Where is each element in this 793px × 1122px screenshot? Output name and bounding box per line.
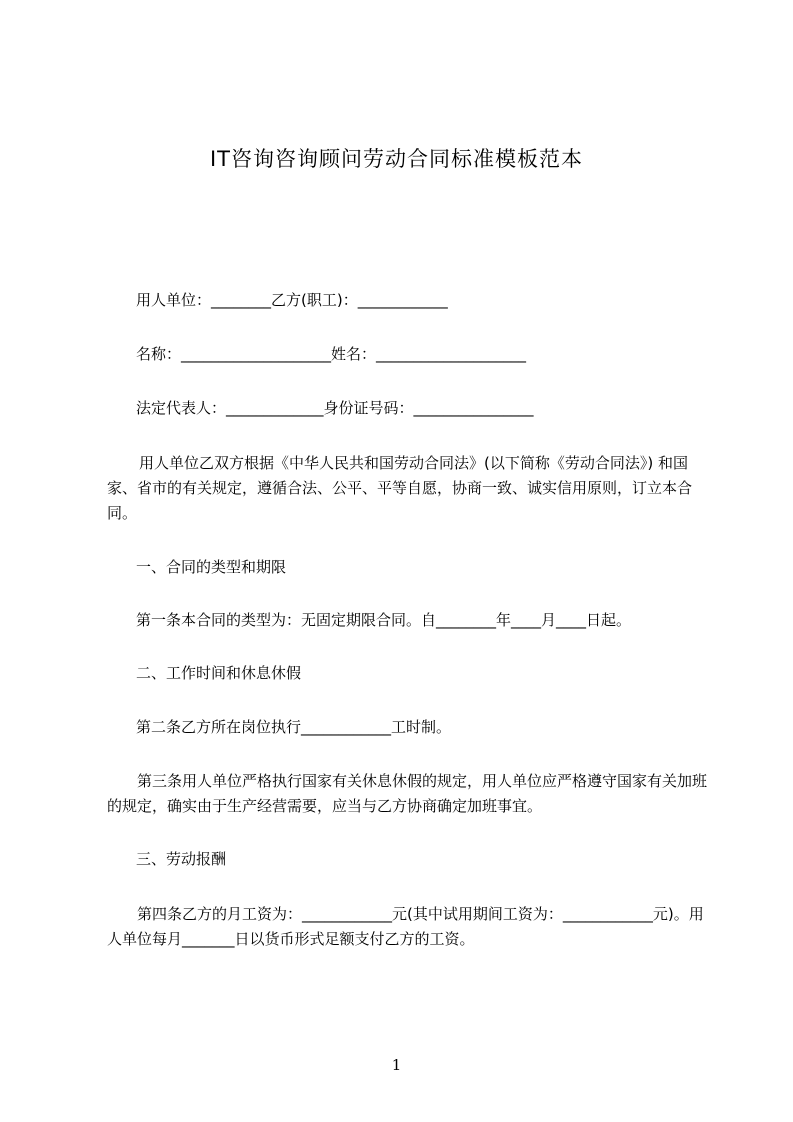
article-3: 第三条用人单位严格执行国家有关休息休假的规定，用人单位应严格遵守国家有关加班的规定，确实由于生产经营需要，应当与乙方协商确定加班事宜。 bbox=[107, 772, 708, 815]
article-2: 第二条乙方所在岗位执行____________工时制。 bbox=[136, 718, 452, 736]
section-heading-remuneration: 三、劳动报酬 bbox=[136, 850, 227, 868]
section-heading-contract-type: 一、合同的类型和期限 bbox=[136, 558, 287, 576]
section-heading-work-time: 二、工作时间和休息休假 bbox=[136, 664, 302, 682]
intro-paragraph: 用人单位乙双方根据《中华人民共和国劳动合同法》(以下简称《劳动合同法》) 和国家、省市的有关规定，遵循合法、公平、平等自愿，协商一致、诚实信用原则，订立本合同。 bbox=[107, 454, 693, 522]
document-title: IT咨询咨询顾问劳动合同标准模板范本 bbox=[209, 147, 584, 171]
representative-field-line: 法定代表人：_____________身份证号码：________________ bbox=[136, 399, 534, 417]
article-1: 第一条本合同的类型为：无固定期限合同。自________年____月____日起。 bbox=[136, 611, 632, 629]
page-number: 1 bbox=[391, 1056, 402, 1074]
article-4: 第四条乙方的月工资为：____________元(其中试用期间工资为：____________元)。用人单位每月_______日以货币形式足额支付乙方的工资。 bbox=[107, 905, 704, 948]
employer-field-line: 用人单位：________乙方(职工)：____________ bbox=[136, 291, 448, 309]
name-field-line: 名称：____________________姓名：____________________ bbox=[136, 345, 527, 363]
